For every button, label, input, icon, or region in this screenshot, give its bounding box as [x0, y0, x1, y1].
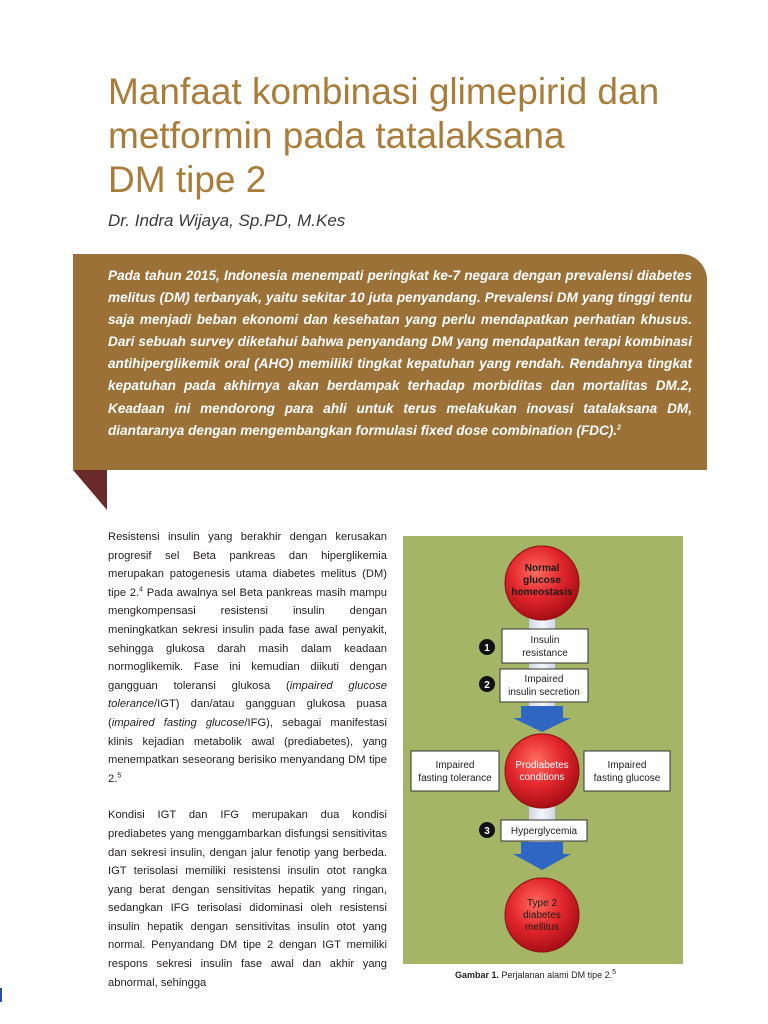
down-arrow-icon [513, 842, 571, 870]
article-title [108, 70, 728, 202]
citation: 4 [139, 586, 144, 594]
step-number: 3 [484, 826, 490, 837]
circle-label: diabetes [523, 910, 561, 921]
box-label: Impaired [607, 760, 647, 771]
box-label: Insulin [530, 635, 560, 646]
body-text: /IGT) dan/atau gangguan glukosa puasa ( [108, 698, 387, 729]
circle-label: Prodiabetes [515, 760, 569, 771]
circle-label: Normal [524, 563, 560, 574]
citation: 5 [117, 771, 122, 779]
caption-text: Perjalanan alami DM tipe 2. [499, 970, 613, 980]
abstract-text [108, 265, 692, 442]
circle-label: homeostasis [511, 587, 573, 598]
body-paragraph-2: Kondisi IGT dan IFG merupakan dua kondisi prediabetes yang menggambarkan disfungsi sensitivitas dan sekresi insulin, dengan jalur fenotip yang berbeda. IGT terisolasi memiliki resistensi insulin otot rangka yang berat dengan sensitivitas hepatik yang ringan, sedangkan IFG terisolasi didominasi oleh resistensi insulin hepatik dengan sensitivitas insulin otot yang normal. Penyandang DM tipe 2 dengan IGT memiliki respons sekresi insulin fase awal dan akhir yang abnormal, sehingga [108, 809, 387, 989]
box-label: insulin secretion [508, 687, 580, 698]
impaired-fasting-tolerance-box [411, 751, 499, 791]
body-text-emphasis: impaired fasting glucose [111, 716, 245, 729]
diabetes-progression-diagram [403, 536, 683, 964]
impaired-fasting-glucose-box [584, 751, 670, 791]
body-text: Resistensi insulin yang berakhir dengan kerusakan progresif sel Beta pankreas dan hiperglikemia merupakan patogenesis utama diabetes melitus (DM) tipe 2. [108, 531, 387, 599]
step-number: 1 [484, 643, 490, 654]
figure-panel [403, 536, 683, 964]
body-text: Pada awalnya sel Beta pankreas masih mampu mengkompensasi resistensi insulin dengan meningkatkan sekresi insulin pada fase awal penyakit, sehingga glukosa darah masih dalam keadaan normoglikemik. Fase ini kemudian diikuti dengan gangguan toleransi glukosa ( [108, 586, 387, 692]
circle-label: glucose [523, 575, 561, 586]
circle-label: Type 2 [526, 898, 558, 909]
title-line: metformin pada tatalaksana [108, 115, 565, 156]
box-label: fasting glucose [593, 773, 661, 784]
body-text: /IFG), sebagai manifestasi klinis kejadian metabolik awal (prediabetes), yang menempatkan seseorang berisiko menyandang DM tipe 2. [108, 716, 387, 785]
down-arrow-icon [513, 706, 571, 732]
author-name: Dr. Indra Wijaya, Sp.PD, M.Kes [108, 211, 346, 230]
circle-label: conditions [519, 772, 565, 783]
box-label: Impaired [524, 674, 564, 685]
body-paragraph-1 [108, 528, 387, 788]
abstract-ref: 2 [617, 424, 621, 432]
box-label: Hyperglycemia [510, 826, 578, 837]
abstract-tab-decoration [73, 470, 107, 510]
body-column [108, 528, 387, 992]
caption-ref: 5 [612, 969, 616, 976]
title-line: DM tipe 2 [108, 159, 267, 200]
figure-caption [455, 970, 616, 980]
abstract-body: Pada tahun 2015, Indonesia menempati peringkat ke-7 negara dengan prevalensi diabetes melitus (DM) terbanyak, yaitu sekitar 10 juta penyandang. Prevalensi DM yang tinggi tentu saja menjadi beban ekonomi dan kesehatan yang perlu mendapatkan perhatian khusus. Dari sebuah survey diketahui bahwa penyandang DM yang mendapatkan terapi kombinasi antihiperglikemik oral (AHO) memiliki tingkat kepatuhan yang rendah. Rendahnya tingkat kepatuhan pada akhirnya akan berdampak terhadap morbiditas dan mortalitas DM.2, Keadaan ini mendorong para ahli untuk terus melakukan inovasi tatalaksana DM, diantaranya dengan mengembangkan formulasi fixed dose combination (FDC). [108, 268, 692, 438]
box-label: resistance [522, 648, 568, 659]
caption-label: Gambar 1. [455, 970, 500, 980]
box-label: Impaired [435, 760, 475, 771]
prodiabetes-circle [505, 734, 579, 808]
page-edge-marker [0, 988, 2, 1002]
box-label: fasting tolerance [418, 773, 492, 784]
title-line: Manfaat kombinasi glimepirid dan [108, 71, 660, 112]
circle-label: mellitus [525, 922, 559, 933]
body-text-emphasis: impaired glucose tolerance [108, 679, 387, 711]
step-number: 2 [484, 680, 490, 691]
